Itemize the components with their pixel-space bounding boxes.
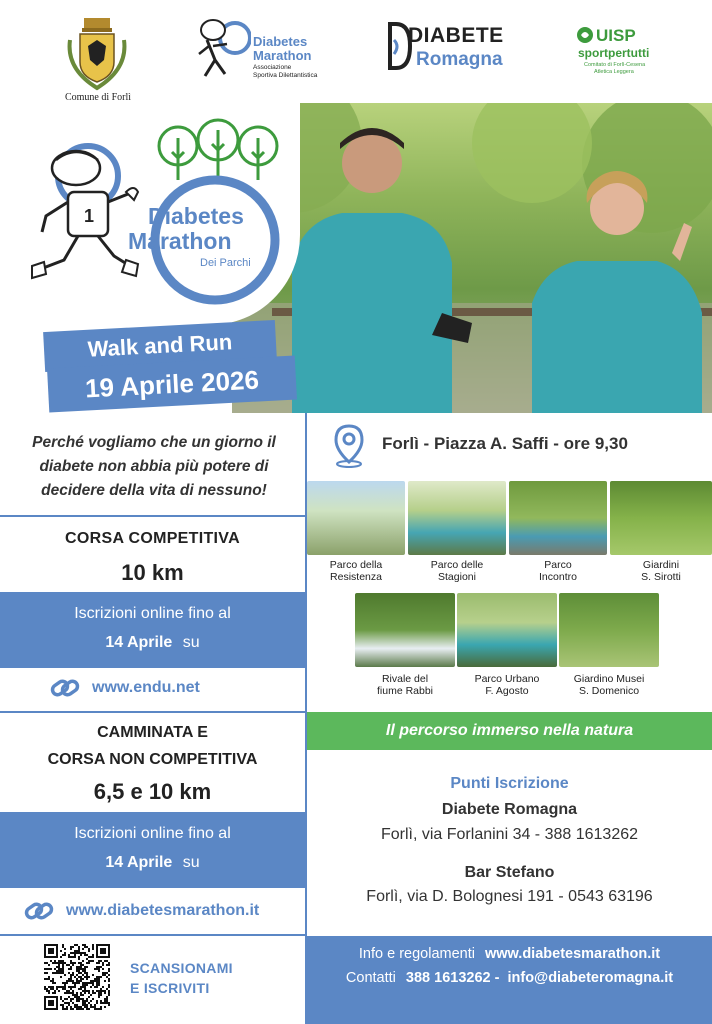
competitive-link-row[interactable] bbox=[50, 674, 200, 702]
dm-logo-line1: Diabetes bbox=[253, 34, 308, 49]
nature-banner-text: Il percorso immerso nella natura bbox=[385, 722, 634, 739]
footer-contact-email[interactable]: info@diabeteromagna.it bbox=[507, 970, 674, 986]
noncomp-distance: 6,5 e 10 km bbox=[93, 779, 212, 804]
park-photo-musei bbox=[559, 593, 659, 667]
competitive-reg-line2 bbox=[0, 634, 305, 652]
runner-icon bbox=[193, 16, 251, 82]
dm-logo-line4: Sportiva Dilettantistica bbox=[253, 72, 318, 79]
dm-logo-line3: Associazione bbox=[253, 64, 292, 71]
diabete-romagna-logo bbox=[386, 20, 510, 72]
runner-mascot-icon bbox=[30, 142, 140, 292]
qr-line1: SCANSIONAMI bbox=[130, 960, 233, 976]
iscrizione-p1-name: Diabete Romagna bbox=[441, 801, 578, 818]
park-photo-sirotti bbox=[610, 481, 712, 555]
iscrizione-title: Punti Iscrizione bbox=[450, 775, 569, 792]
uisp-line1: UISP bbox=[596, 26, 636, 45]
hero-logo-line3: Dei Parchi bbox=[200, 257, 251, 269]
location-pin-icon bbox=[332, 424, 366, 468]
park-photo-resistenza bbox=[307, 481, 405, 555]
comune-crest-logo bbox=[62, 14, 132, 92]
park-caption: Giardino Musei S. Domenico bbox=[573, 673, 645, 697]
walk-run-text: Walk and Run bbox=[87, 329, 233, 362]
dr-logo-line2: Romagna bbox=[416, 49, 503, 70]
park-caption: Giardini S. Sirotti bbox=[641, 559, 681, 583]
competitive-link[interactable]: www.endu.net bbox=[92, 679, 200, 696]
date-text: 19 Aprile 2026 bbox=[84, 363, 260, 404]
uisp-line4: Atletica Leggera bbox=[594, 69, 634, 75]
bib-number: 1 bbox=[84, 206, 95, 226]
uisp-logo bbox=[572, 24, 662, 84]
competitive-reg-su: su bbox=[182, 634, 200, 651]
footer-contact-label: Contatti bbox=[345, 970, 396, 986]
footer-band bbox=[307, 936, 712, 1024]
competitive-title: CORSA COMPETITIVA bbox=[65, 530, 240, 547]
uisp-line2: sportpertutti bbox=[578, 46, 650, 60]
park-caption: Parco della Resistenza bbox=[329, 559, 383, 583]
noncomp-reg-line2 bbox=[0, 854, 305, 872]
dm-logo-line2: Marathon bbox=[253, 48, 312, 63]
qr-code[interactable] bbox=[44, 944, 110, 1010]
diabetes-marathon-assoc-logo bbox=[193, 16, 333, 82]
dr-logo-line1: DIABETE bbox=[408, 24, 504, 47]
noncomp-reg-line1: Iscrizioni online fino al bbox=[74, 825, 231, 842]
park-caption: Parco Incontro bbox=[539, 559, 577, 583]
noncomp-link[interactable]: www.diabetesmarathon.it bbox=[66, 902, 260, 919]
link-chain-icon bbox=[50, 677, 80, 699]
hero-photo bbox=[232, 103, 712, 413]
nature-banner bbox=[307, 712, 712, 750]
divider bbox=[0, 711, 305, 713]
competitive-reg-band bbox=[0, 592, 305, 668]
qr-line2: E ISCRIVITI bbox=[130, 980, 210, 996]
tagline: Perché vogliamo che un giorno il diabete non abbia più potere di decidere della vita di nessuno! bbox=[32, 434, 276, 499]
divider bbox=[0, 934, 305, 936]
noncomp-title1: CAMMINATA E bbox=[97, 724, 208, 741]
footer-info-row bbox=[307, 946, 712, 962]
noncomp-title2: CORSA NON COMPETITIVA bbox=[47, 751, 258, 768]
noncomp-link-row[interactable] bbox=[24, 897, 259, 925]
park-caption: Parco Urbano F. Agosto bbox=[474, 673, 540, 697]
park-photo-stagioni bbox=[408, 481, 506, 555]
competitive-distance: 10 km bbox=[121, 560, 184, 585]
hero-logo-line1: Diabetes bbox=[148, 203, 244, 229]
competitive-reg-date: 14 Aprile bbox=[105, 634, 173, 651]
noncomp-reg-date: 14 Aprile bbox=[105, 854, 173, 871]
divider bbox=[0, 515, 305, 517]
uisp-leaf-icon bbox=[576, 26, 594, 44]
park-photo-rabbi bbox=[355, 593, 455, 667]
footer-contact-row bbox=[307, 970, 712, 986]
comune-label: Comune di Forlì bbox=[64, 92, 132, 103]
uisp-line3: Comitato di Forlì-Cesena bbox=[584, 62, 646, 68]
noncomp-reg-su: su bbox=[182, 854, 200, 871]
header bbox=[0, 0, 712, 103]
location-text: Forlì - Piazza A. Saffi - ore 9,30 bbox=[382, 434, 628, 453]
iscrizione-p2-name: Bar Stefano bbox=[464, 864, 555, 881]
footer-contact-phone[interactable]: 388 1613262 - bbox=[405, 970, 500, 986]
iscrizione-p1-addr: Forlì, via Forlanini 34 - 388 1613262 bbox=[380, 826, 639, 843]
iscrizione-p2-addr: Forlì, via D. Bolognesi 191 - 0543 63196 bbox=[366, 888, 653, 905]
competitive-reg-line1: Iscrizioni online fino al bbox=[74, 605, 231, 622]
link-chain-icon bbox=[24, 900, 54, 922]
footer-info-label: Info e regolamenti bbox=[358, 946, 475, 962]
park-photo-urbano bbox=[457, 593, 557, 667]
park-caption: Rivale del fiume Rabbi bbox=[376, 673, 434, 697]
hero-logo-line2: Marathon bbox=[128, 228, 232, 254]
park-photo-incontro bbox=[509, 481, 607, 555]
park-caption: Parco delle Stagioni bbox=[430, 559, 484, 583]
noncomp-reg-band bbox=[0, 812, 305, 888]
footer-info-link[interactable]: www.diabetesmarathon.it bbox=[485, 946, 661, 962]
